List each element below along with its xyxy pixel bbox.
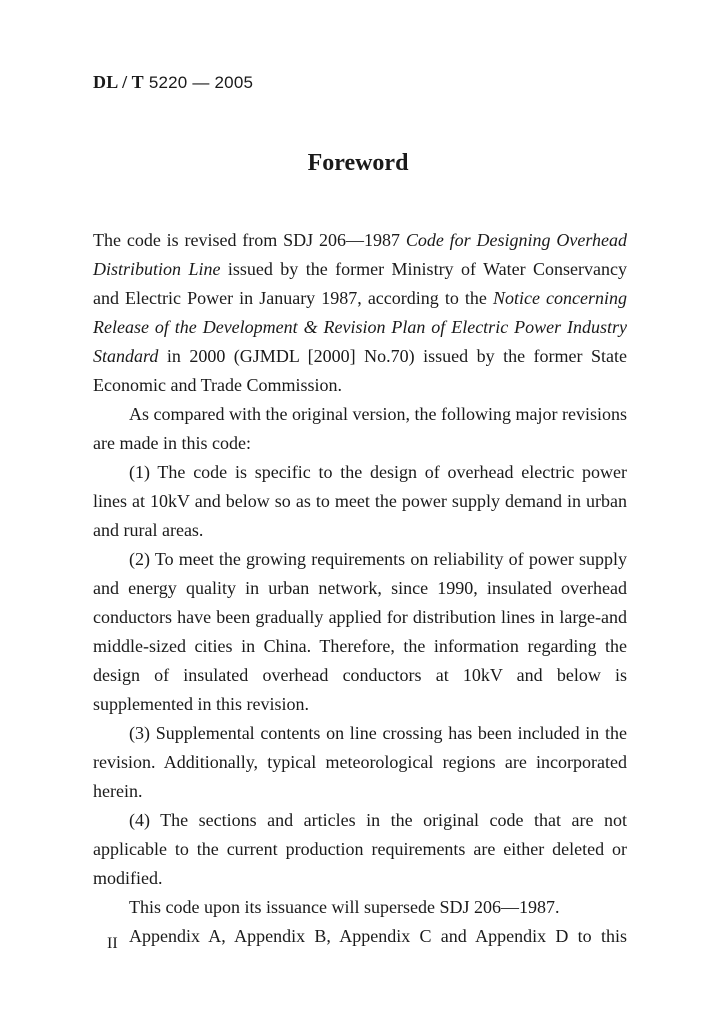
page-title: Foreword	[307, 150, 409, 176]
intro-text-c: in 2000 (GJMDL [2000] No.70) issued by the former State Economic and Trade Commission.	[93, 346, 627, 395]
paragraph-appendix: Appendix A, Appendix B, Appendix C and Appendix D to this	[129, 926, 627, 946]
standard-number: 5220 — 2005	[148, 73, 254, 92]
paragraph-intro	[93, 226, 627, 400]
paragraph-supersede: This code upon its issuance will supersede SDJ 206—1987.	[129, 897, 560, 917]
paragraph-revision-2: (2) To meet the growing requirements on reliability of power supply and energy quality in urban network, since 1990, insulated overhead conductors have been gradually applied for distribution lines in large-and middle-sized cities in China. Therefore, the information regarding the design of insulated overhead conductors at 10kV and below is supplemented in this revision.	[93, 549, 627, 714]
foreword-body	[93, 226, 627, 951]
paragraph-revision-1: (1) The code is specific to the design of overhead electric power lines at 10kV and below so as to meet the power supply demand in urban and rural areas.	[93, 462, 627, 540]
document-code-header	[93, 72, 253, 93]
page-number: II	[107, 935, 118, 952]
paragraph-revision-4: (4) The sections and articles in the original code that are not applicable to the current production requirements are either deleted or modified.	[93, 810, 627, 888]
paragraph-revisions-lead: As compared with the original version, the following major revisions are made in this code:	[93, 404, 627, 453]
paragraph-revision-3: (3) Supplemental contents on line crossing has been included in the revision. Additionally, typical meteorological regions are incorporated herein.	[93, 723, 627, 801]
intro-italic-notice-title: Notice concerning Release of the Development & Revision Plan of Electric Power Industry Standard	[93, 288, 627, 366]
intro-text-a: The code is revised from SDJ 206—1987	[93, 230, 406, 250]
standard-prefix: DL / T	[93, 72, 144, 92]
intro-italic-code-title: Code for Designing Overhead Distribution Line	[93, 230, 627, 279]
intro-text-b: issued by the former Ministry of Water Conservancy and Electric Power in January 1987, according to the	[93, 259, 628, 308]
